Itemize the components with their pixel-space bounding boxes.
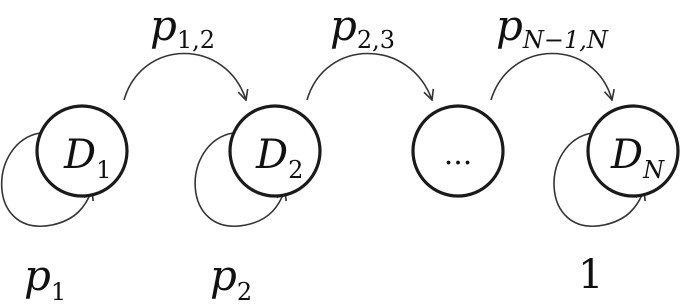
- self-loop-label-d1: [24, 251, 66, 306]
- self-loop-label-d1-main: p: [24, 251, 51, 300]
- node-dn: [588, 106, 678, 196]
- transition-arrow-d1-d2: [124, 54, 246, 101]
- node-dn-label: D: [611, 132, 644, 178]
- transition-label-ellipsis-dn-sub: N−1,N: [522, 26, 608, 54]
- transition-label-d1-d2: [150, 1, 215, 54]
- self-loop-label-dn: [578, 252, 603, 298]
- transition-arrow-ellipsis-dn: [491, 54, 612, 101]
- transition-label-ellipsis-dn-main: p: [496, 1, 523, 50]
- self-loop-label-d1-sub: 1: [50, 278, 67, 306]
- transition-label-ellipsis-dn: [496, 1, 609, 54]
- node-d1: [37, 106, 127, 196]
- transition-label-d2-ellipsis-main: p: [330, 1, 357, 50]
- node-d1-subscript: 1: [96, 156, 112, 184]
- self-loop-label-dn-value: 1: [578, 252, 604, 298]
- self-loop-label-d2: [210, 251, 252, 306]
- node-ellipsis: [413, 106, 503, 196]
- node-ellipsis-label: ...: [443, 137, 473, 172]
- node-d2-subscript: 2: [288, 156, 304, 184]
- transition-label-d2-ellipsis-sub: 2,3: [356, 26, 396, 54]
- node-d1-label: D: [64, 132, 97, 178]
- node-d2: [230, 106, 320, 196]
- transition-label-d2-ellipsis: [330, 1, 395, 54]
- node-d2-label: D: [256, 132, 289, 178]
- node-dn-subscript: N: [643, 156, 665, 184]
- transition-label-d1-d2-sub: 1,2: [176, 26, 216, 54]
- self-loop-label-d2-sub: 2: [236, 278, 253, 306]
- transition-label-d1-d2-main: p: [150, 1, 177, 50]
- svg-text:...: [444, 137, 473, 172]
- transition-arrow-d2-ellipsis: [307, 54, 432, 101]
- self-loop-label-d2-main: p: [210, 251, 237, 300]
